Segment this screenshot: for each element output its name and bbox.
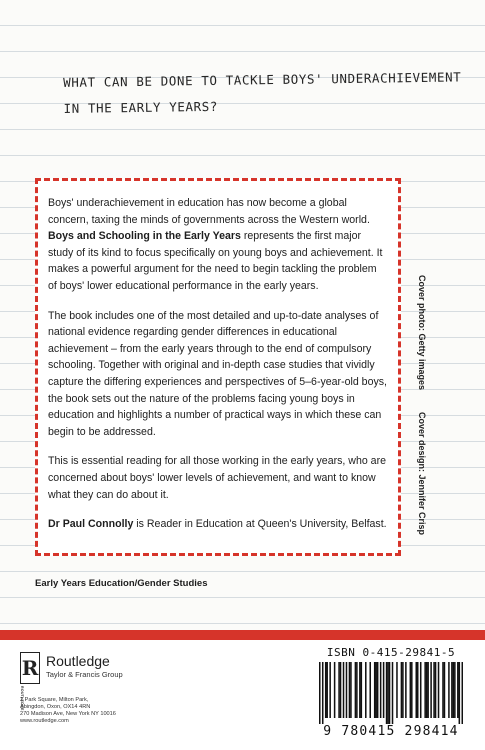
barcode-bar [415,662,417,718]
barcode-bar [350,662,352,718]
barcode-bar [392,662,394,724]
barcode-bar [410,662,412,718]
barcode-bar [448,662,450,718]
barcode-bar [417,662,419,718]
barcode-bar [405,662,407,718]
barcode-bar [420,662,422,718]
barcode-bar [389,662,391,724]
barcode-bar [334,662,336,718]
barcode-bar [430,662,432,718]
barcode-bar [459,662,461,724]
barcode-bar [402,662,404,718]
cover-photo-credit: Cover photo: Getty images [417,274,427,390]
blurb-paragraph-1 [48,195,388,295]
barcode-bar [462,662,463,724]
barcode-bar [424,662,426,718]
barcode-bar [457,662,459,718]
barcode-bar [346,662,348,718]
barcode-bar [322,662,324,724]
barcode-bar [401,662,403,718]
barcode-bar [349,662,351,718]
routledge-logo-vertical: ROUTLEDGE [20,686,24,711]
barcode-bar [325,662,327,718]
barcode-bar [380,662,382,718]
subject-category: Early Years Education/Gender Studies [35,578,208,589]
barcode-bar [454,662,456,718]
blurb-intro-continued: represents the first major study of its kind to focus specifically on young boys and achievement. It makes a powerful argument for the need to begin tackling the problem of boys' lower educational performance in the early years. [48,230,383,292]
publisher-name: Routledge [46,653,110,669]
barcode-bar [319,662,321,724]
routledge-logo-icon: R [20,652,40,684]
barcode-bar [355,662,357,718]
book-title: Boys and Schooling in the Early Years [48,230,241,243]
barcode-bar [426,662,428,718]
isbn-label: ISBN 0-415-29841-5 [326,646,456,659]
barcode-bar [326,662,328,718]
publisher-group: Taylor & Francis Group [46,670,123,679]
blurb-box [35,178,401,556]
barcode-bar [396,662,398,718]
ean-number: 9 780415 298414 [323,724,459,739]
barcode-bar [365,662,367,718]
barcode-bar [433,662,435,718]
back-cover-footer [0,640,485,750]
cover-design-credit: Cover design: Jennifer Crisp [417,412,427,536]
barcode-bar [361,662,363,718]
author-bio: is Reader in Education at Queen's University, Belfast. [133,518,387,531]
barcode-bar [356,662,358,718]
barcode-bar [359,662,361,718]
barcode-bar [375,662,377,718]
author-name: Dr Paul Connolly [48,518,134,531]
barcode-bar [338,662,340,718]
barcode-bar [427,662,429,718]
barcode-bar [386,662,388,724]
barcode-bar [383,662,385,718]
cover-credits [417,275,427,535]
barcode-bar [329,662,331,718]
barcode-bar [387,662,389,724]
blurb-paragraph-3: This is essential reading for all those working in the early years, who are concerned about boys' lower levels of achievement, and want to know what they can do about it. [48,455,386,501]
address-line: Abingdon, Oxon, OX14 4RN [20,704,91,710]
address-line: 270 Madison Ave, New York NY 10016 [20,711,116,717]
barcode-bar [438,662,440,718]
barcode-bar [442,662,444,718]
isbn-barcode-block [306,644,476,748]
red-band [0,630,485,640]
barcode-bar [377,662,379,718]
publisher-address [20,697,190,725]
barcode-bar [453,662,455,718]
handwritten-question: WHAT CAN BE DONE TO TACKLE BOYS' UNDERACHIEVEMENT IN THE EARLY YEARS? [63,69,462,116]
barcode-bar [435,662,437,718]
barcode-icon [319,662,463,724]
author-note [48,516,388,533]
barcode-bar [343,662,345,718]
barcode-bar [444,662,446,718]
blurb-paragraph-2: The book includes one of the most detailed and up-to-date analyses of national evidence regarding gender differences in educational achievement – from the early years through to the end of compulsory schooling. Together with original and in-depth case studies that vividly capture the differing experiences and perspectives of 5–6-year-old boys, the book sets out the nature of the problems facing young boys in education and highlights a number of practical ways in which these can begin to be addressed. [48,309,388,438]
address-line: www.routledge.com [20,718,69,724]
barcode-bar [340,662,342,718]
barcode-bar [369,662,371,718]
barcode-bar [374,662,376,718]
blurb-intro: Boys' underachievement in education has now become a global concern, taxing the minds of governments across the Western world. [48,197,370,226]
barcode-bar [411,662,413,718]
barcode-bar [451,662,453,718]
address-line: 2 Park Square, Milton Park, [20,697,89,703]
